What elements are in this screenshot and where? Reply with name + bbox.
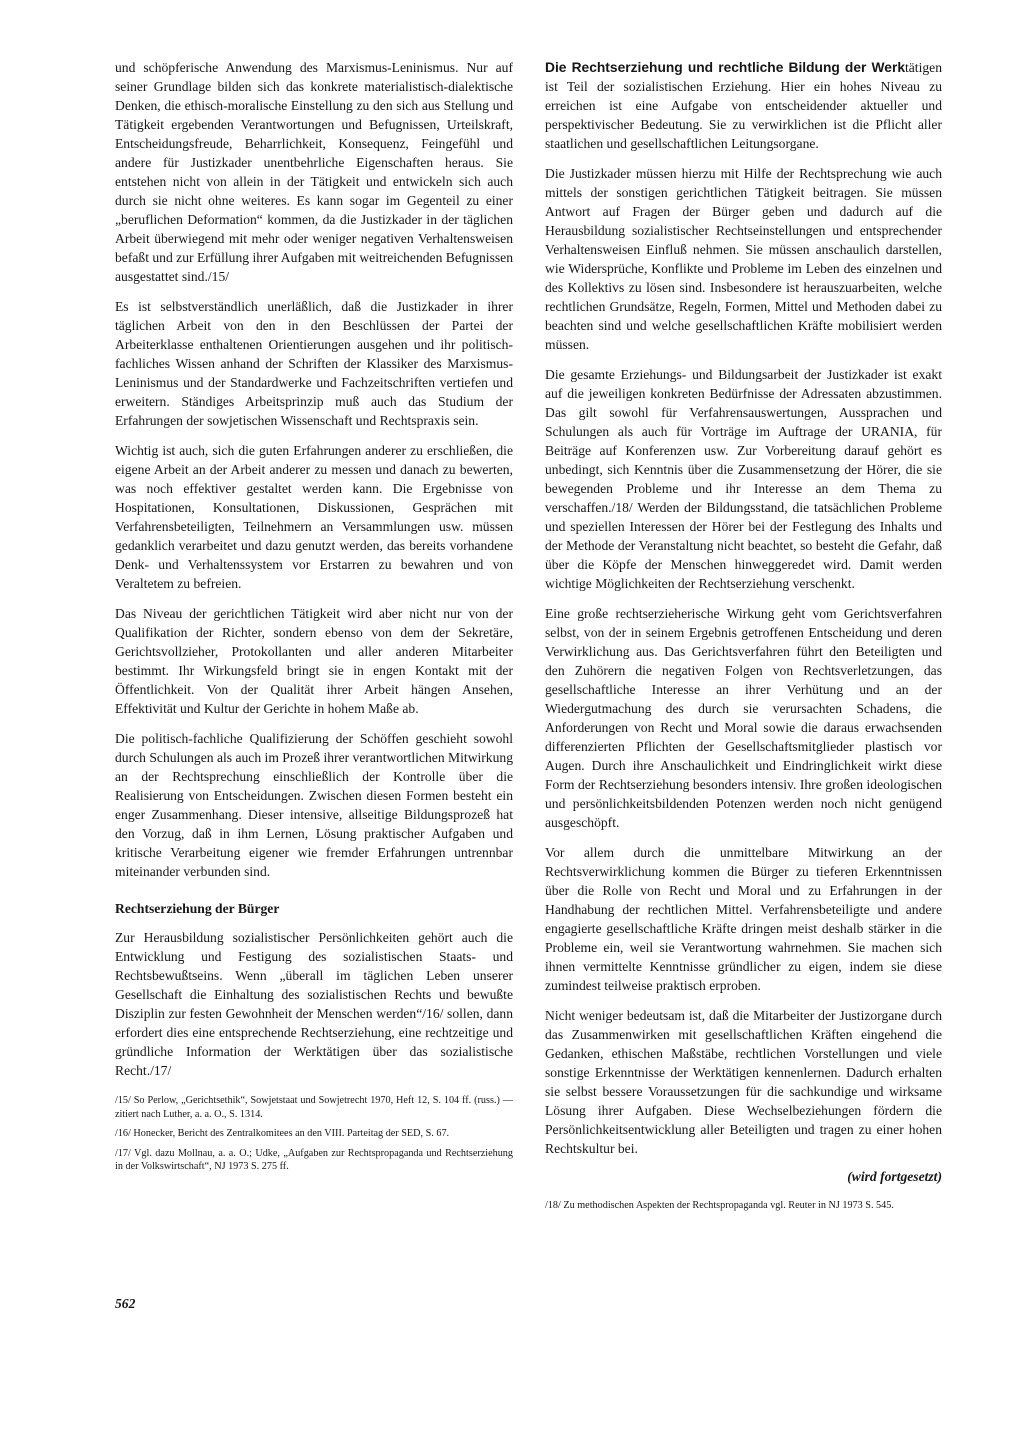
body-paragraph: Die politisch-fachliche Qualifizierung der Schöffen geschieht sowohl durch Schulungen als auch im Prozeß ihrer verantwortlichen Mitwirkung an der Rechtsprechung einschließlich der Kontrolle über die Realisierung von Entscheidungen. Zwischen diesen Formen besteht ein enger Zusammenhang. Dieser intensive, allseitige Bildungsprozeß hat den Vorzug, daß in ihm Lernen, Lösung praktischer Aufgaben und kritische Verarbeitung eigener wie fremder Erfahrungen untrennbar miteinander verbunden sind. bbox=[115, 731, 513, 879]
body-paragraph: Zur Herausbildung sozialistischer Persönlichkeiten gehört auch die Entwicklung und Festigung des sozialistischen Staats- und Rechtsbewußtseins. Wenn „überall im täglichen Leben unserer Gesellschaft die Einhaltung des sozialistischen Rechts und bewußte Disziplin zur festen Gewohnheit der Menschen werden“/16/ sollen, dann erfordert dies eine entsprechende Rechtserziehung, eine rechtzeitige und gründliche Information der Werktätigen über das sozialistische Recht./17/ bbox=[115, 930, 513, 1078]
body-paragraph: Es ist selbstverständlich unerläßlich, daß die Justizkader in ihrer täglichen Arbeit von den in den Beschlüssen der Partei der Arbeiterklasse enthaltenen Orientierungen ausgehen und ihr politisch-fachliches Wissen anhand der Schriften der Klassiker des Marxismus-Leninismus und der Standardwerke und Fachzeitschriften vertiefen und erweitern. Ständiges Arbeitsprinzip muß auch das Studium der Erfahrungen der sowjetischen Wissenschaft und Rechtspraxis sein. bbox=[115, 299, 513, 428]
page-number: 562 bbox=[115, 1296, 136, 1311]
footnote: /17/ Vgl. dazu Mollnau, a. a. O.; Udke, „Aufgaben zur Rechtspropaganda und Rechtserziehung in der Volkswirtschaft“, NJ 1973 S. 275 ff. bbox=[115, 1147, 513, 1172]
footnote: /15/ So Perlow, „Gerichtsethik“, Sowjetstaat und Sowjetrecht 1970, Heft 12, S. 104 ff. (russ.) — zitiert nach Luther, a. a. O., S. 1314. bbox=[115, 1095, 513, 1120]
right-column bbox=[545, 58, 942, 1219]
body-paragraph: und schöpferische Anwendung des Marxismus-Leninismus. Nur auf seiner Grundlage bilden sich das konkrete materialistisch-dialektische Denken, die ethisch-moralische Einstellung zu den sich aus Stellung und Tätigkeit ergebenden Verantwortungen und Befugnissen, Urteilskraft, Entscheidungsfreude, Beharrlichkeit, Konsequenz, Feingefühl und andere für Justizkader unentbehrliche Eigenschaften heraus. Sie entstehen nicht von allein in der Tätigkeit und entwickeln sich auch durch sie nicht ohne weiteres. Es kann sogar im Gegenteil zu einer „beruflichen Deformation“ kommen, da die Justizkader in der täglichen Arbeit überwiegend mit mehr oder weniger negativen Verhaltensweisen befaßt und zur Erfüllung ihrer Aufgaben mit weitreichenden Befugnissen ausgestattet sind./15/ bbox=[115, 60, 513, 284]
lead-bold: Die Rechtserziehung und rechtliche Bildung der Werk bbox=[545, 60, 905, 75]
body-paragraph: Eine große rechtserzieherische Wirkung geht vom Gerichtsverfahren selbst, von der in seinem Ergebnis getroffenen Entscheidung und deren Verwirklichung aus. Das Gerichtsverfahren führt den Beteiligten und den Zuhörern die negativen Folgen von Rechtsverletzungen, das gesellschaftliche Interesse an ihrer Verhütung und an der Wiedergutmachung des durch sie verursachten Schadens, die Anforderungen von Recht und Moral sowie die daraus erwachsenden differenzierten Pflichten der Gesellschaftsmitglieder plastisch vor Augen. Durch ihre Anschaulichkeit und Eindringlichkeit wirkt diese Form der Rechtserziehung besonders intensiv. Ihre großen ideologischen und persönlichkeitsbildenden Potenzen werden noch nicht genügend ausgeschöpft. bbox=[545, 606, 942, 830]
body-paragraph: Die Justizkader müssen hierzu mit Hilfe der Rechtsprechung wie auch mittels der sonstigen gerichtlichen Tätigkeit beitragen. Sie müssen Antwort auf Fragen der Bürger geben und dadurch auf die Herausbildung sozialistischer Rechtseinstellungen und entsprechender Verhaltensweisen Einfluß nehmen. Sie müssen anschaulich darstellen, wie Widersprüche, Konflikte und Probleme im Leben des einzelnen und des Kollektivs zu lösen sind. Insbesondere ist herauszuarbeiten, welche rechtlichen Grundsätze, Regeln, Formen, Mittel und Methoden dabei zu beachten sind und welche gesellschaftlichen Kräfte mobilisiert werden müssen. bbox=[545, 166, 942, 352]
footnotes bbox=[115, 1094, 513, 1174]
footnotes bbox=[545, 1199, 942, 1213]
footnote: /18/ Zu methodischen Aspekten der Rechtspropaganda vgl. Reuter in NJ 1973 S. 545. bbox=[545, 1200, 894, 1211]
left-column bbox=[115, 58, 513, 1180]
lead-paragraph bbox=[545, 58, 942, 153]
body-paragraph: Die gesamte Erziehungs- und Bildungsarbeit der Justizkader ist exakt auf die jeweiligen konkreten Bedürfnisse der Adressaten abzustimmen. Das gilt sowohl für Verfahrensauswertungen, Aussprachen und Schulungen als auch für Vorträge im Auftrage der URANIA, für Beiträge auf Konferenzen usw. Zur Vorbereitung darauf gehört es unbedingt, sich Kenntnis über die Zusammensetzung der Hörer, die sie bewegenden Probleme und ihr Interesse an dem Thema zu verschaffen./18/ Werden der Bildungsstand, die tatsächlichen Probleme und speziellen Interessen der Hörer bei der Festlegung des Inhalts und der Methode der Veranstaltung nicht beachtet, so besteht die Gefahr, daß über die Köpfe der Menschen hinweggeredet wird. Damit werden wichtige Möglichkeiten der Rechtserziehung verschenkt. bbox=[545, 367, 942, 591]
body-paragraph: Nicht weniger bedeutsam ist, daß die Mitarbeiter der Justizorgane durch das Zusammenwirken mit gesellschaftlichen Kräften eingehend die Gedanken, ethischen Maßstäbe, rechtlichen Vorstellungen und viele sonstige Erkenntnisse der Werktätigen kennenlernen. Dadurch erhalten sie selbst bessere Voraussetzungen für die sachkundige und wirksame Lösung ihrer Aufgaben. Diese Wechselbeziehungen fördern die Persönlichkeitsentwicklung aller Beteiligten und tragen zu einer hohen Rechtskultur bei. bbox=[545, 1008, 942, 1156]
body-paragraph: Vor allem durch die unmittelbare Mitwirkung an der Rechtsverwirklichung kommen die Bürger zu tieferen Erkenntnissen über die Rolle von Recht und Moral und zu Erfahrungen in der Handhabung der rechtlichen Mittel. Verfahrensbeteiligte und andere engagierte gesellschaftliche Kräfte dringen meist deshalb stärker in die Probleme ein, weil sie Verantwortung wahrnehmen. Sie machen sich ihnen vermittelte Kenntnisse gründlicher zu eigen, indem sie diese zumindest teilweise praktisch erproben. bbox=[545, 845, 942, 993]
continued-note: (wird fortgesetzt) bbox=[847, 1169, 942, 1184]
footnote: /16/ Honecker, Bericht des Zentralkomitees an den VIII. Parteitag der SED, S. 67. bbox=[115, 1128, 450, 1139]
section-heading: Rechtserziehung der Bürger bbox=[115, 901, 280, 916]
lead-text: tätigen ist Teil der sozialistischen Erziehung. Hier ein hohes Niveau zu erreichen ist eine Aufgabe von entscheidender aktueller und perspektivischer Bedeutung. Sie zu verwirklichen ist die Pflicht aller staatlichen und gesellschaftlichen Leitungsorgane. bbox=[545, 60, 942, 151]
body-paragraph: Wichtig ist auch, sich die guten Erfahrungen anderer zu erschließen, die eigene Arbeit an der Arbeit anderer zu messen und danach zu bewerten, was noch effektiver gestaltet werden kann. Die Ergebnisse von Hospitationen, Konsultationen, Diskussionen, Gesprächen mit Verfahrensbeteiligten, Teilnehmern an Versammlungen usw. müssen gedanklich verarbeitet und dazu genutzt werden, das bereits vorhandene Denk- und Verhaltenssystem vor Erstarren zu bewahren und von Veraltetem zu befreien. bbox=[115, 443, 513, 591]
body-paragraph: Das Niveau der gerichtlichen Tätigkeit wird aber nicht nur von der Qualifikation der Richter, sondern ebenso von dem der Sekretäre, Gerichtsvollzieher, Protokollanten und aller anderen Mitarbeiter bestimmt. Ihr Wirkungsfeld bringt sie in engen Kontakt mit der Öffentlichkeit. Von der Qualität ihrer Arbeit hängen Ansehen, Effektivität und Kultur der Gerichte in hohem Maße ab. bbox=[115, 606, 513, 716]
